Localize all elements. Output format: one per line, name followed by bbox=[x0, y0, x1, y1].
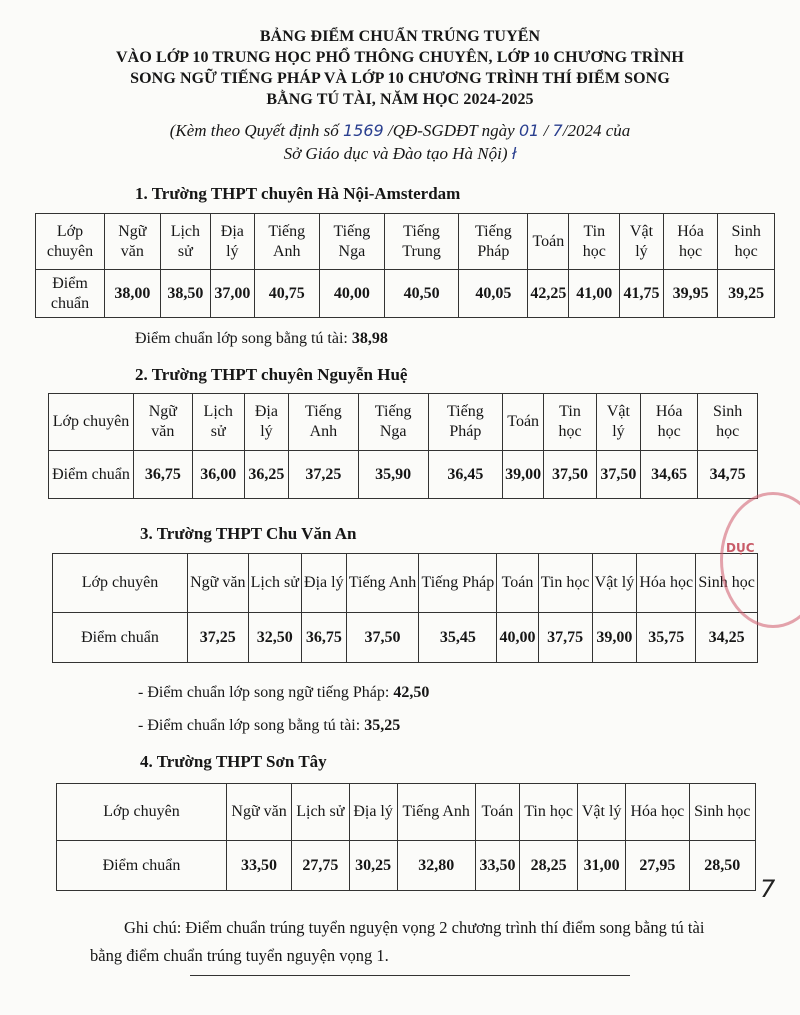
handwritten-page-mark: 7 bbox=[760, 875, 776, 903]
score-cell: 39,00 bbox=[592, 613, 637, 663]
subject-header: Địa lý bbox=[349, 784, 397, 841]
note-label: - Điểm chuẩn lớp song bằng tú tài: bbox=[138, 717, 365, 734]
school-3-note-2 bbox=[138, 717, 400, 735]
subject-header: Toán bbox=[475, 784, 519, 841]
ref-pre: (Kèm theo Quyết định số bbox=[169, 121, 344, 140]
decision-day: 01 bbox=[518, 121, 540, 140]
subject-header: Tin học bbox=[538, 554, 592, 613]
note-value: 42,50 bbox=[393, 684, 430, 701]
subject-header: Tiếng Anh bbox=[289, 394, 359, 451]
subject-header: Tin học bbox=[544, 394, 597, 451]
score-cell: 37,25 bbox=[188, 613, 249, 663]
title-line-4: BẰNG TÚ TÀI, NĂM HỌC 2024-2025 bbox=[266, 91, 534, 108]
score-cell: 27,75 bbox=[292, 841, 349, 891]
row-label-class: Lớp chuyên bbox=[36, 214, 105, 270]
subject-header: Sinh học bbox=[689, 784, 755, 841]
subject-header: Toán bbox=[528, 214, 569, 270]
row-label-score: Điểm chuẩn bbox=[49, 451, 134, 499]
subject-header: Vật lý bbox=[578, 784, 626, 841]
handwritten-initial: ł bbox=[511, 144, 517, 163]
row-label-class: Lớp chuyên bbox=[53, 554, 188, 613]
subject-header: Hóa học bbox=[637, 554, 696, 613]
score-cell: 40,00 bbox=[497, 613, 538, 663]
subject-header: Tiếng Anh bbox=[254, 214, 319, 270]
score-cell: 39,00 bbox=[503, 451, 544, 499]
score-cell: 34,75 bbox=[698, 451, 758, 499]
score-cell: 37,25 bbox=[289, 451, 359, 499]
subject-header: Hóa học bbox=[663, 214, 718, 270]
score-cell: 27,95 bbox=[626, 841, 689, 891]
decision-number: 1569 bbox=[343, 121, 384, 140]
subject-header: Tiếng Anh bbox=[346, 554, 419, 613]
score-row bbox=[49, 451, 758, 499]
title-line-1: BẢNG ĐIỂM CHUẨN TRÚNG TUYỂN bbox=[259, 28, 541, 45]
score-row bbox=[53, 613, 758, 663]
subject-header: Hóa học bbox=[641, 394, 698, 451]
title-line-3: SONG NGỮ TIẾNG PHÁP VÀ LỚP 10 CHƯƠNG TRÌNH THÍ ĐIỂM SONG bbox=[130, 70, 670, 87]
subject-header: Lịch sử bbox=[248, 554, 301, 613]
subject-header: Vật lý bbox=[596, 394, 640, 451]
score-cell: 28,50 bbox=[689, 841, 755, 891]
school-1-heading: 1. Trường THPT chuyên Hà Nội-Amsterdam bbox=[135, 184, 461, 203]
decision-month: 7 bbox=[552, 121, 563, 140]
score-row bbox=[36, 270, 775, 318]
row-label-class: Lớp chuyên bbox=[57, 784, 227, 841]
subject-header: Toán bbox=[503, 394, 544, 451]
footnote: Ghi chú: Điểm chuẩn trúng tuyển nguyện vọng 2 chương trình thí điểm song bằng tú tài bằng điểm chuẩn trúng tuyển nguyện vọng 1. bbox=[90, 918, 705, 965]
score-cell: 37,50 bbox=[596, 451, 640, 499]
ref-year: /2024 của bbox=[562, 121, 631, 140]
score-cell: 40,05 bbox=[459, 270, 528, 318]
subject-header: Địa lý bbox=[301, 554, 346, 613]
ref-line-2: Sở Giáo dục và Đào tạo Hà Nội) bbox=[283, 144, 508, 163]
subject-header: Tiếng Pháp bbox=[459, 214, 528, 270]
score-cell: 35,45 bbox=[419, 613, 497, 663]
subject-header: Tiếng Trung bbox=[384, 214, 458, 270]
score-cell: 33,50 bbox=[227, 841, 292, 891]
school-3-note-1 bbox=[138, 684, 429, 702]
subject-header: Tiếng Nga bbox=[319, 214, 384, 270]
score-cell: 39,25 bbox=[718, 270, 775, 318]
score-cell: 39,95 bbox=[663, 270, 718, 318]
score-cell: 32,50 bbox=[248, 613, 301, 663]
subject-header: Ngữ văn bbox=[188, 554, 249, 613]
score-cell: 30,25 bbox=[349, 841, 397, 891]
subject-header: Lịch sử bbox=[292, 784, 349, 841]
score-cell: 38,00 bbox=[105, 270, 161, 318]
school-2-score-table bbox=[48, 393, 758, 499]
score-cell: 37,50 bbox=[544, 451, 597, 499]
subject-header: Lịch sử bbox=[192, 394, 244, 451]
score-cell: 36,45 bbox=[428, 451, 503, 499]
document-title bbox=[0, 26, 800, 110]
row-label-score: Điểm chuẩn bbox=[36, 270, 105, 318]
subject-row bbox=[49, 394, 758, 451]
score-cell: 40,00 bbox=[319, 270, 384, 318]
subject-header: Ngữ văn bbox=[227, 784, 292, 841]
subject-header: Vật lý bbox=[620, 214, 664, 270]
school-3-heading: 3. Trường THPT Chu Văn An bbox=[140, 524, 357, 543]
decision-reference bbox=[0, 119, 800, 165]
ref-sep: / bbox=[539, 121, 553, 140]
school-1-note bbox=[135, 330, 388, 348]
score-cell: 34,25 bbox=[696, 613, 758, 663]
ref-mid: /QĐ-SGDĐT ngày bbox=[383, 121, 519, 140]
score-cell: 32,80 bbox=[397, 841, 475, 891]
row-label-score: Điểm chuẩn bbox=[57, 841, 227, 891]
subject-header: Địa lý bbox=[211, 214, 255, 270]
subject-header: Địa lý bbox=[244, 394, 288, 451]
score-cell: 40,50 bbox=[384, 270, 458, 318]
score-cell: 41,00 bbox=[569, 270, 620, 318]
score-cell: 36,75 bbox=[301, 613, 346, 663]
subject-row bbox=[53, 554, 758, 613]
note-label: - Điểm chuẩn lớp song ngữ tiếng Pháp: bbox=[138, 684, 394, 701]
subject-header: Lịch sử bbox=[160, 214, 210, 270]
score-cell: 34,65 bbox=[641, 451, 698, 499]
subject-row bbox=[36, 214, 775, 270]
score-row bbox=[57, 841, 756, 891]
score-cell: 35,90 bbox=[358, 451, 428, 499]
subject-header: Vật lý bbox=[592, 554, 637, 613]
row-label-class: Lớp chuyên bbox=[49, 394, 134, 451]
school-2-heading: 2. Trường THPT chuyên Nguyễn Huệ bbox=[135, 365, 408, 384]
note-value: 35,25 bbox=[364, 717, 401, 734]
title-line-2: VÀO LỚP 10 TRUNG HỌC PHỔ THÔNG CHUYÊN, LỚP 10 CHƯƠNG TRÌNH bbox=[116, 49, 684, 66]
score-cell: 28,25 bbox=[520, 841, 578, 891]
note-value: 38,98 bbox=[351, 330, 388, 347]
subject-header: Tiếng Anh bbox=[397, 784, 475, 841]
score-cell: 38,50 bbox=[160, 270, 210, 318]
subject-header: Sinh học bbox=[718, 214, 775, 270]
subject-row bbox=[57, 784, 756, 841]
school-4-score-table bbox=[56, 783, 756, 891]
subject-header: Hóa học bbox=[626, 784, 689, 841]
subject-header: Ngữ văn bbox=[134, 394, 193, 451]
score-cell: 36,75 bbox=[134, 451, 193, 499]
closing-rule bbox=[190, 975, 630, 976]
subject-header: Tiếng Pháp bbox=[428, 394, 503, 451]
note-label: Điểm chuẩn lớp song bằng tú tài: bbox=[135, 330, 352, 347]
subject-header: Ngữ văn bbox=[105, 214, 161, 270]
subject-header: Tin học bbox=[569, 214, 620, 270]
subject-header: Tiếng Pháp bbox=[419, 554, 497, 613]
score-cell: 41,75 bbox=[620, 270, 664, 318]
subject-header: Toán bbox=[497, 554, 538, 613]
score-cell: 31,00 bbox=[578, 841, 626, 891]
score-cell: 42,25 bbox=[528, 270, 569, 318]
row-label-score: Điểm chuẩn bbox=[53, 613, 188, 663]
score-cell: 33,50 bbox=[475, 841, 519, 891]
school-4-heading: 4. Trường THPT Sơn Tây bbox=[140, 752, 327, 771]
school-3-score-table bbox=[52, 553, 758, 663]
score-cell: 40,75 bbox=[254, 270, 319, 318]
subject-header: Sinh học bbox=[696, 554, 758, 613]
score-cell: 37,00 bbox=[211, 270, 255, 318]
score-cell: 35,75 bbox=[637, 613, 696, 663]
stamp-text: DỤC bbox=[726, 541, 755, 555]
score-cell: 37,75 bbox=[538, 613, 592, 663]
subject-header: Sinh học bbox=[698, 394, 758, 451]
score-cell: 36,00 bbox=[192, 451, 244, 499]
subject-header: Tin học bbox=[520, 784, 578, 841]
subject-header: Tiếng Nga bbox=[358, 394, 428, 451]
score-cell: 37,50 bbox=[346, 613, 419, 663]
school-1-score-table bbox=[35, 213, 775, 318]
score-cell: 36,25 bbox=[244, 451, 288, 499]
